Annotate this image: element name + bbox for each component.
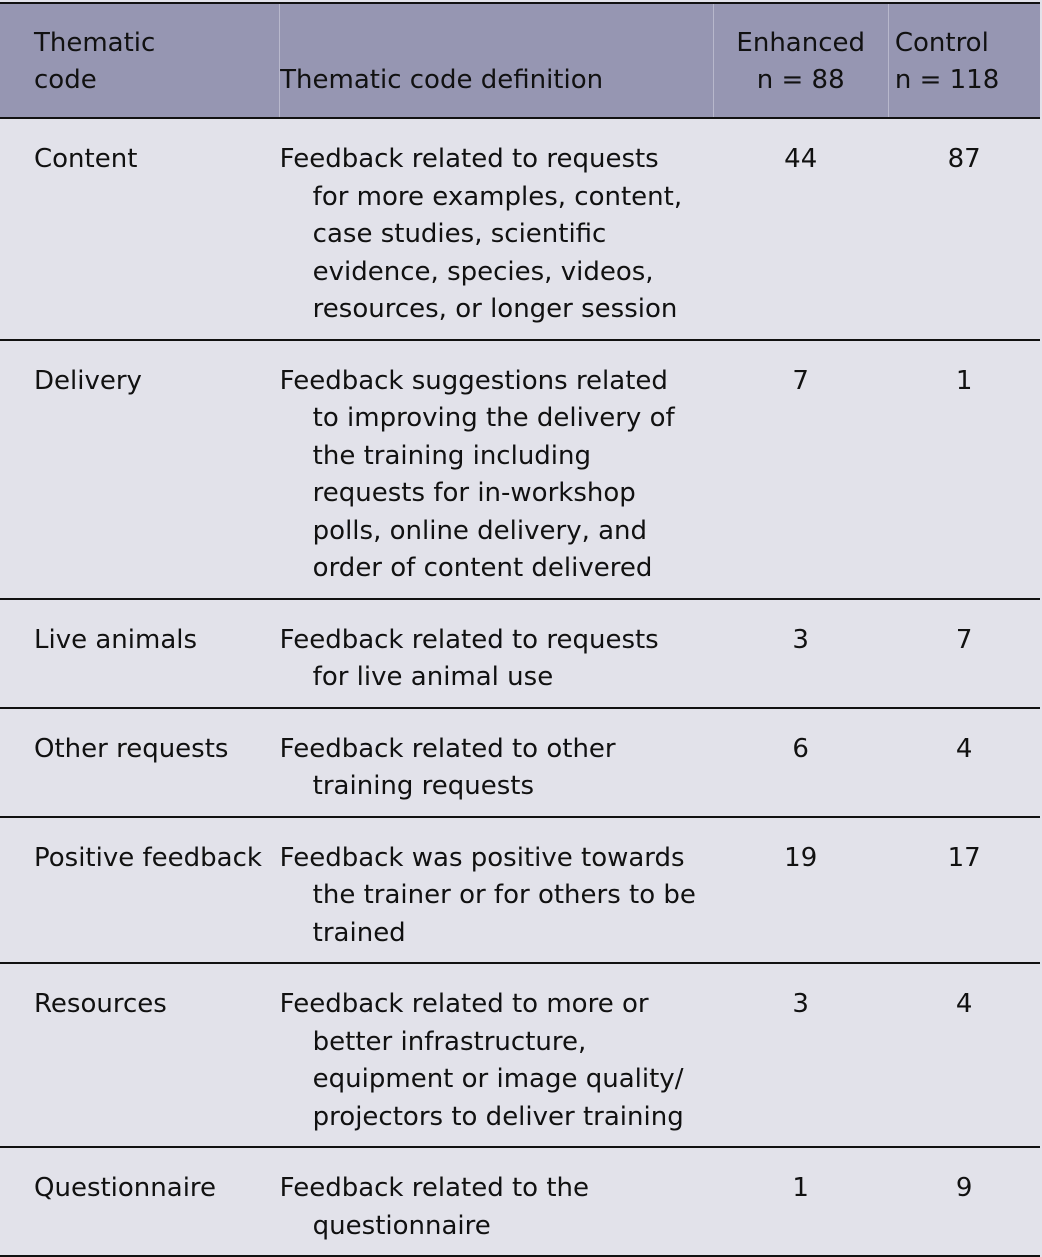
definition-cell [280,963,713,1147]
control-cell: 4 [888,963,1040,1147]
header-control-line1: Control [894,28,989,58]
header-enhanced-line1: Enhanced [736,28,865,58]
enhanced-cell: 7 [713,340,888,599]
definition-text: Feedback related to requests for more examples, content, case studies, scientific evidence, species, videos, resources, or longer session [279,144,683,324]
control-cell: 17 [888,817,1040,964]
definition-text: Feedback suggestions related to improving the delivery of the training including requests for in-workshop polls, online delivery, and order of content delivered [279,365,675,583]
code-text: Delivery [34,365,142,396]
header-enhanced [713,3,888,118]
definition-text: Feedback related to other training requests [279,733,616,801]
control-cell: 87 [888,118,1040,340]
enhanced-cell: 3 [713,963,888,1147]
code-cell [0,340,280,599]
code-text: Positive feedback [34,842,262,873]
code-cell [0,118,280,340]
code-text: Other requests [34,733,229,764]
header-thematic-code [0,3,280,118]
definition-cell [280,599,713,708]
code-text: Questionnaire [34,1173,217,1203]
definition-cell [280,708,713,817]
table-row [0,118,1040,340]
enhanced-cell: 1 [792,1173,809,1203]
table-row [0,599,1040,708]
header-code-line1: Thematic [34,28,156,58]
table-header [0,3,1040,118]
enhanced-cell: 44 [713,118,888,340]
enhanced-cell: 19 [713,817,888,964]
code-cell [0,963,280,1147]
enhanced-cell: 3 [713,599,888,708]
definition-cell [280,1147,713,1256]
header-code-line2: code [34,65,97,95]
definition-text: Feedback related to requests for live animal use [279,624,659,692]
code-cell [0,817,280,964]
control-cell: 7 [888,599,1040,708]
definition-text: Feedback related to more or better infrastructure, equipment or image quality/ projectors to deliver training [279,989,684,1132]
table-body [0,118,1040,1256]
definition-cell [280,340,713,599]
definition-text: Feedback related to the questionnaire [279,1173,590,1241]
code-cell [0,599,280,708]
definition-cell [280,118,713,340]
table-row [0,817,1040,964]
header-control-line2: n = 118 [894,65,1000,95]
enhanced-cell: 6 [713,708,888,817]
definition-text: Feedback was positive towards the trainer or for others to be trained [279,842,696,948]
header-definition: Thematic code definition [280,3,713,118]
header-row [0,3,1040,118]
control-cell: 1 [888,340,1040,599]
header-enhanced-line2: n = 88 [756,65,845,95]
code-text: Resources [34,989,167,1019]
thematic-code-table [0,2,1040,1257]
control-cell: 9 [955,1173,973,1203]
code-cell [0,1147,280,1256]
table-row [0,1147,1040,1256]
code-text: Live animals [34,624,198,655]
code-text: Content [34,144,138,174]
control-cell: 4 [888,708,1040,817]
table-row [0,340,1040,599]
table-row [0,963,1040,1147]
table-row [0,708,1040,817]
code-cell [0,708,280,817]
header-control [888,3,1040,118]
definition-cell [280,817,713,964]
